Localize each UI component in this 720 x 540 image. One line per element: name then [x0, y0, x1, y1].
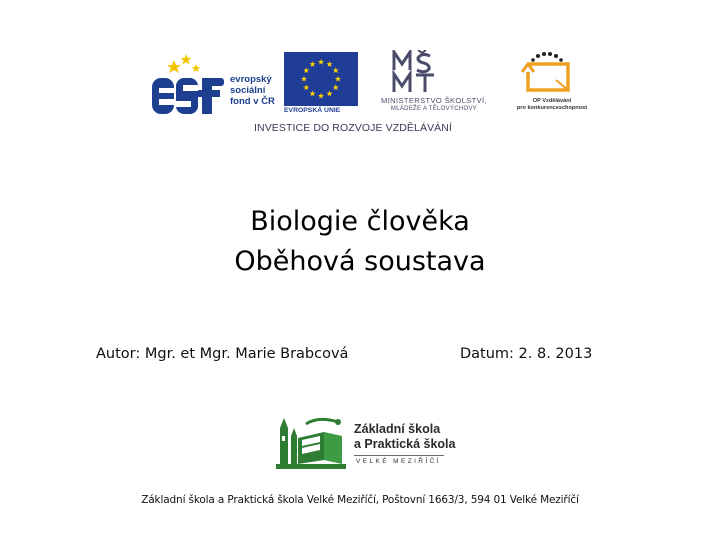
school-divider [354, 455, 444, 456]
eu-star [318, 59, 324, 65]
school-name-line-2: a Praktická škola [354, 437, 456, 451]
esf-caption-line: fond v ČR [230, 96, 275, 107]
eu-star [303, 67, 309, 73]
eu-star [301, 76, 307, 82]
msmt-caption-line2: MLÁDEŽE A TĚLOVÝCHOVY [390, 106, 478, 112]
eu-star [318, 93, 324, 99]
op-caption-line: OP Vzdělávání [532, 98, 572, 104]
esf-logo-icon [150, 50, 230, 120]
msmt-logo [364, 50, 496, 118]
banner-tagline: INVESTICE DO ROZVOJE VZDĚLÁVÁNÍ [254, 122, 452, 134]
eu-stars [284, 52, 358, 106]
op-logo [512, 50, 590, 120]
eu-star [333, 67, 339, 73]
msmt-caption-line1: MINISTERSTVO ŠKOLSTVÍ, [381, 96, 487, 105]
op-caption [512, 98, 592, 112]
title-line-1: Biologie člověka [250, 206, 470, 237]
logo-banner [148, 48, 588, 140]
school-name-line-1: Základní škola [354, 422, 441, 436]
eu-star [326, 61, 332, 67]
slide-title [210, 202, 510, 282]
esf-caption-line: sociální [230, 85, 266, 96]
school-name [354, 422, 455, 452]
eu-logo [284, 52, 358, 116]
school-city: VELKÉ MEZIŘÍČÍ [356, 458, 441, 465]
footer-address: Základní škola a Praktická škola Velké Meziříčí, Poštovní 1663/3, 594 01 Velké Meziříčí [141, 494, 579, 506]
eu-star [335, 76, 341, 82]
eu-star [303, 84, 309, 90]
eu-flag-icon [284, 52, 358, 106]
esf-caption-line: evropský [230, 74, 272, 85]
esf-caption [230, 74, 290, 107]
eu-star [309, 61, 315, 67]
eu-caption: EVROPSKÁ UNIE [284, 107, 341, 114]
school-logo-icon [276, 414, 352, 472]
eu-star [326, 91, 332, 97]
date-label: Datum: 2. 8. 2013 [460, 346, 593, 362]
eu-star [309, 91, 315, 97]
title-line-2: Oběhová soustava [234, 246, 486, 277]
eu-star [333, 84, 339, 90]
op-vzdelavani-logo-icon [516, 50, 586, 96]
school-logo [276, 414, 456, 474]
op-caption-line: pro konkurenceschopnost [516, 105, 588, 111]
author-label: Autor: Mgr. et Mgr. Marie Brabcová [96, 346, 349, 362]
esf-logo [150, 50, 280, 120]
msmt-logo-icon [392, 50, 464, 94]
